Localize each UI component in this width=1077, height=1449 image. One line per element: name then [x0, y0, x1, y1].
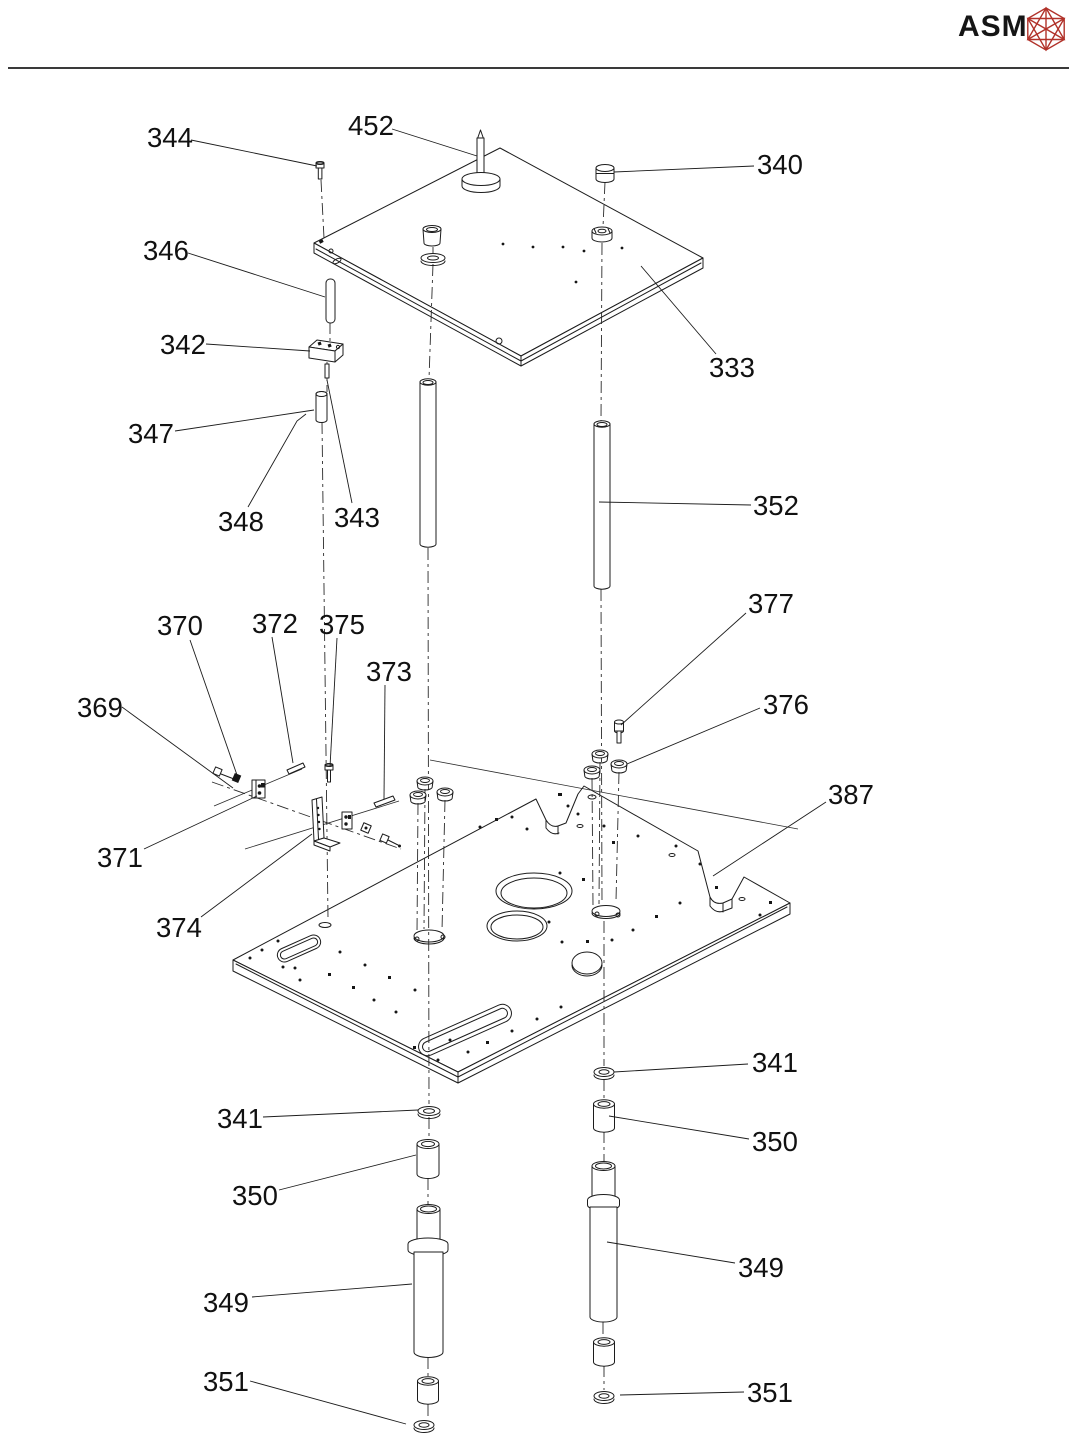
part-label-348: 348 — [218, 506, 264, 537]
part-label-333: 333 — [709, 352, 755, 383]
part-label-341: 341 — [752, 1047, 798, 1078]
leader-line-371 — [144, 796, 257, 849]
leader-line-377 — [621, 613, 746, 725]
part-label-347: 347 — [128, 418, 174, 449]
washer-341-left — [418, 1107, 440, 1119]
leader-line-374 — [201, 834, 312, 917]
pin-343 — [325, 364, 329, 378]
leader-line-348 — [248, 414, 306, 507]
washer-351-right — [594, 1392, 614, 1404]
part-label-352: 352 — [753, 490, 799, 521]
leader-line-350 — [279, 1155, 416, 1190]
bolt-head — [584, 766, 600, 779]
leader-line-375 — [330, 638, 337, 767]
leader-line-341 — [614, 1064, 748, 1072]
leader-line-372 — [272, 637, 293, 763]
part-label-350: 350 — [752, 1126, 798, 1157]
leader-line-351 — [620, 1392, 744, 1395]
leader-line-351 — [250, 1381, 406, 1424]
part-label-341: 341 — [217, 1103, 263, 1134]
nut-under-340 — [592, 227, 612, 242]
leader-line-342 — [206, 344, 310, 351]
pin-372 — [287, 763, 305, 774]
screw-344 — [316, 162, 324, 180]
leader-line-346 — [188, 253, 325, 297]
washer-341-right — [594, 1068, 614, 1080]
part-label-340: 340 — [757, 149, 803, 180]
bolt-head — [410, 791, 426, 804]
washer-351-left — [414, 1421, 434, 1433]
top-plate-333 — [314, 148, 703, 366]
part-label-343: 343 — [334, 502, 380, 533]
part-label-373: 373 — [366, 656, 412, 687]
bushing-351-left — [418, 1377, 439, 1404]
bolt-head — [592, 750, 608, 763]
part-label-377: 377 — [748, 588, 794, 619]
tube-349-left — [408, 1205, 448, 1358]
leader-line-344 — [191, 140, 317, 166]
tube-349-right — [588, 1162, 620, 1323]
part-label-376: 376 — [763, 689, 809, 720]
bushing-350-left — [417, 1140, 439, 1179]
part-label-349: 349 — [203, 1287, 249, 1318]
leader-line-349 — [607, 1242, 735, 1263]
part-label-344: 344 — [147, 122, 193, 153]
brand-text: ASM — [958, 10, 1028, 43]
leader-line-343 — [327, 380, 352, 503]
part-label-342: 342 — [160, 329, 206, 360]
leader-line-369 — [122, 707, 233, 788]
part-label-351: 351 — [203, 1366, 249, 1397]
part-label-370: 370 — [157, 610, 203, 641]
leader-line-370 — [190, 640, 237, 775]
part-label-349: 349 — [738, 1252, 784, 1283]
part-label-369: 369 — [77, 692, 123, 723]
part-label-375: 375 — [319, 609, 365, 640]
leader-line-350 — [609, 1116, 749, 1139]
leader-line-341 — [263, 1110, 418, 1117]
leader-line-373 — [384, 685, 385, 799]
leader-line-376 — [627, 708, 760, 764]
bolt-head — [437, 788, 453, 801]
part-label-371: 371 — [97, 842, 143, 873]
clip-block — [342, 812, 352, 829]
pin-346 — [326, 279, 335, 323]
part-label-374: 374 — [156, 912, 202, 943]
part-label-452: 452 — [348, 110, 394, 141]
leader-line-340 — [614, 166, 754, 172]
part-label-351: 351 — [747, 1377, 793, 1408]
cylinder-347-348 — [316, 392, 327, 423]
bolt-head — [417, 777, 433, 790]
clip-371 — [252, 780, 265, 798]
bolt-head-376 — [611, 760, 627, 773]
leader-line-452 — [392, 129, 477, 156]
leader-line-387 — [713, 802, 826, 876]
bolt-340 — [596, 165, 614, 183]
bushing-351-right — [594, 1338, 615, 1366]
block-342 — [309, 340, 343, 362]
leader-line-352 — [599, 502, 751, 505]
part-label-346: 346 — [143, 235, 189, 266]
left-spacer-tube — [420, 379, 436, 547]
part-label-350: 350 — [232, 1180, 278, 1211]
leader-line-349 — [252, 1284, 412, 1297]
tube-352 — [594, 421, 610, 589]
part-label-372: 372 — [252, 608, 298, 639]
ferrule-cup — [423, 226, 441, 247]
part-label-387: 387 — [828, 779, 874, 810]
